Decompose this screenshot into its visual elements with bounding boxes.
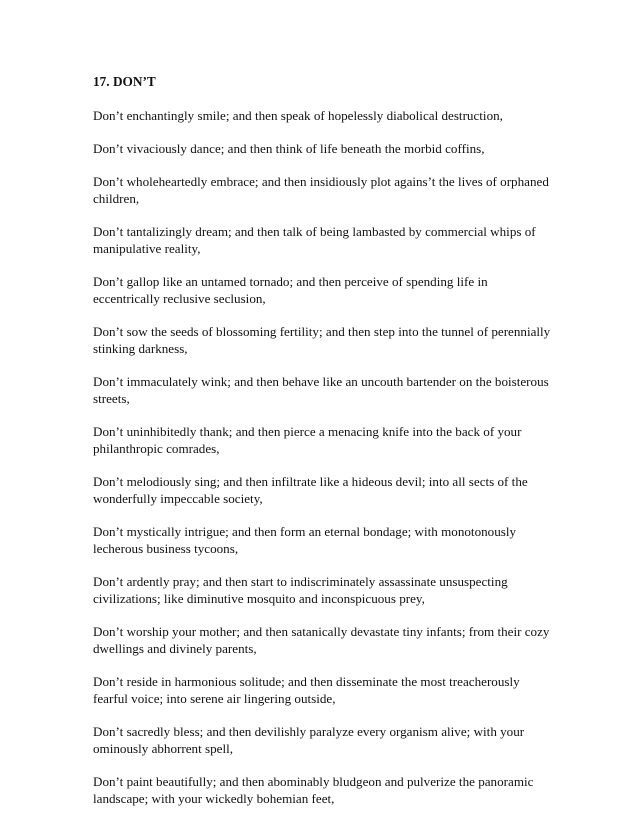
poem-line-3: Don’t wholeheartedly embrace; and then insidiously plot agains’t the lives of orphaned children, (93, 174, 549, 206)
poem-line-9: Don’t melodiously sing; and then infiltrate like a hideous devil; into all sects of the wonderfully impeccable society, (93, 474, 528, 506)
poem-line-6: Don’t sow the seeds of blossoming fertility; and then step into the tunnel of perennially stinking darkness, (93, 324, 551, 356)
poem-line-11: Don’t ardently pray; and then start to indiscriminately assassinate unsuspecting civilizations; like diminutive mosquito and inconspicuous prey, (93, 574, 508, 606)
document-page (93, 73, 553, 823)
poem-line-14: Don’t sacredly bless; and then devilishly paralyze every organism alive; with your ominously abhorrent spell, (93, 724, 525, 756)
poem-line-4: Don’t tantalizingly dream; and then talk of being lambasted by commercial whips of manipulative reality, (93, 224, 536, 256)
poem-line-13: Don’t reside in harmonious solitude; and then disseminate the most treacherously fearful voice; into serene air lingering outside, (93, 674, 520, 706)
poem-line-7: Don’t immaculately wink; and then behave like an uncouth bartender on the boisterous streets, (93, 374, 549, 406)
poem-line-5: Don’t gallop like an untamed tornado; and then perceive of spending life in eccentrically reclusive seclusion, (93, 274, 488, 306)
poem-line-8: Don’t uninhibitedly thank; and then pierce a menacing knife into the back of your philanthropic comrades, (93, 424, 522, 456)
poem-line-1: Don’t enchantingly smile; and then speak of hopelessly diabolical destruction, (93, 108, 503, 123)
poem-line-15: Don’t paint beautifully; and then abominably bludgeon and pulverize the panoramic landscape; with your wickedly bohemian feet, (93, 774, 534, 806)
poem-line-10: Don’t mystically intrigue; and then form an eternal bondage; with monotonously lecherous business tycoons, (93, 524, 517, 556)
poem-line-2: Don’t vivaciously dance; and then think of life beneath the morbid coffins, (93, 141, 485, 156)
poem-title: 17. DON’T (93, 74, 156, 89)
poem-line-12: Don’t worship your mother; and then satanically devastate tiny infants; from their cozy dwellings and divinely parents, (93, 624, 550, 656)
